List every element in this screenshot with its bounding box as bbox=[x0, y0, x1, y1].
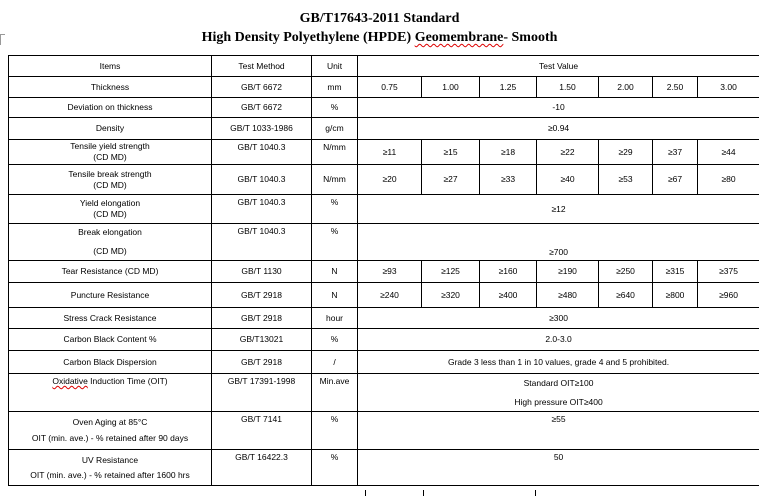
item-line: OIT (min. ave.) - % retained after 90 days bbox=[31, 433, 189, 443]
row-method: GB/T 1040.3 bbox=[212, 195, 312, 224]
table-row bbox=[9, 308, 759, 329]
row-method: GB/T 1040.3 bbox=[212, 140, 312, 165]
value-cell: ≥22 bbox=[537, 140, 599, 165]
row-unit: N/mm bbox=[312, 140, 358, 165]
row-item: Density bbox=[9, 118, 212, 140]
row-method: GB/T 6672 bbox=[212, 77, 312, 98]
value-cell: 3.00 bbox=[698, 77, 759, 98]
row-unit: mm bbox=[312, 77, 358, 98]
value-cell: ≥700 bbox=[358, 224, 759, 261]
value-cell: ≥33 bbox=[480, 165, 537, 195]
value-cell: -10 bbox=[358, 98, 759, 118]
value-cell: ≥240 bbox=[358, 283, 422, 308]
table-row bbox=[9, 224, 759, 261]
item-word: Oxidative bbox=[52, 376, 88, 386]
item-line: Oven Aging at 85°C bbox=[72, 417, 148, 427]
row-method: GB/T 2918 bbox=[212, 351, 312, 374]
table-stub-line bbox=[423, 490, 424, 496]
table-row bbox=[9, 450, 759, 486]
row-item: Thickness bbox=[9, 77, 212, 98]
row-unit: N bbox=[312, 283, 358, 308]
row-method: GB/T 1130 bbox=[212, 261, 312, 283]
table-row bbox=[9, 351, 759, 374]
item-line: (CD MD) bbox=[93, 246, 127, 256]
row-unit: N/mm bbox=[312, 165, 358, 195]
item-line: OIT (min. ave.) - % retained after 1600 hrs bbox=[30, 469, 190, 480]
value-cell: ≥29 bbox=[599, 140, 653, 165]
subtitle-part-b: Geomembrane bbox=[414, 30, 504, 45]
value-cell: ≥27 bbox=[422, 165, 480, 195]
value-cell: ≥93 bbox=[358, 261, 422, 283]
row-unit: hour bbox=[312, 308, 358, 329]
row-item: Tear Resistance (CD MD) bbox=[9, 261, 212, 283]
value-cell: ≥960 bbox=[698, 283, 759, 308]
row-unit: / bbox=[312, 351, 358, 374]
table-row bbox=[9, 118, 759, 140]
item-line: Break elongation bbox=[78, 227, 142, 237]
value-cell: 1.00 bbox=[422, 77, 480, 98]
value-cell: ≥250 bbox=[599, 261, 653, 283]
row-unit: % bbox=[312, 195, 358, 224]
value-cell: ≥315 bbox=[653, 261, 698, 283]
value-cell: ≥190 bbox=[537, 261, 599, 283]
value-line: Standard OIT≥100 bbox=[523, 377, 594, 388]
table-row bbox=[9, 195, 759, 224]
header-value: Test Value bbox=[358, 56, 759, 77]
value-cell: ≥11 bbox=[358, 140, 422, 165]
row-method: GB/T13021 bbox=[212, 329, 312, 351]
header-row bbox=[9, 56, 759, 77]
table-stub-line bbox=[535, 490, 536, 496]
value-cell: ≥20 bbox=[358, 165, 422, 195]
value-cell: ≥44 bbox=[698, 140, 759, 165]
table-row bbox=[9, 412, 759, 450]
row-item bbox=[9, 195, 212, 224]
item-line: (CD MD) bbox=[93, 179, 127, 190]
value-cell: 2.50 bbox=[653, 77, 698, 98]
row-method: GB/T 6672 bbox=[212, 98, 312, 118]
header-unit: Unit bbox=[312, 56, 358, 77]
item-line: Yield elongation bbox=[79, 198, 141, 208]
row-method: GB/T 2918 bbox=[212, 308, 312, 329]
value-cell: ≥400 bbox=[480, 283, 537, 308]
document-subtitle bbox=[0, 30, 759, 46]
value-cell: ≥375 bbox=[698, 261, 759, 283]
row-method: GB/T 1040.3 bbox=[212, 224, 312, 261]
row-unit: % bbox=[312, 329, 358, 351]
value-cell: 50 bbox=[358, 450, 759, 486]
value-cell: ≥640 bbox=[599, 283, 653, 308]
table-row bbox=[9, 261, 759, 283]
row-item: Puncture Resistance bbox=[9, 283, 212, 308]
document-title: GB/T17643-2011 Standard bbox=[299, 11, 460, 26]
value-cell: ≥800 bbox=[653, 283, 698, 308]
value-cell: ≥12 bbox=[358, 195, 759, 224]
row-unit: % bbox=[312, 412, 358, 450]
subtitle-part-a: High Density Polyethylene (HPDE) bbox=[201, 30, 415, 45]
item-rest: Induction Time (OIT) bbox=[87, 376, 168, 386]
value-cell: 1.50 bbox=[537, 77, 599, 98]
value-cell: 2.0-3.0 bbox=[358, 329, 759, 351]
subtitle-part-c: - Smooth bbox=[503, 30, 558, 45]
value-cell: ≥300 bbox=[358, 308, 759, 329]
row-unit: % bbox=[312, 224, 358, 261]
value-cell: ≥80 bbox=[698, 165, 759, 195]
table-row bbox=[9, 329, 759, 351]
table-row bbox=[9, 165, 759, 195]
value-cell: ≥37 bbox=[653, 140, 698, 165]
table-row bbox=[9, 374, 759, 412]
row-item bbox=[9, 412, 212, 450]
spec-table bbox=[8, 55, 759, 486]
row-item: Stress Crack Resistance bbox=[9, 308, 212, 329]
value-cell: 0.75 bbox=[358, 77, 422, 98]
value-cell: 2.00 bbox=[599, 77, 653, 98]
row-method: GB/T 1033-1986 bbox=[212, 118, 312, 140]
table-row bbox=[9, 77, 759, 98]
row-item: Deviation on thickness bbox=[9, 98, 212, 118]
item-line: Tensile yield strength bbox=[70, 141, 150, 151]
value-cell: ≥480 bbox=[537, 283, 599, 308]
value-cell: ≥55 bbox=[358, 412, 759, 450]
row-item bbox=[9, 140, 212, 165]
row-unit: Min.ave bbox=[312, 374, 358, 412]
item-line: (CD MD) bbox=[93, 152, 127, 162]
row-method: GB/T 16422.3 bbox=[212, 450, 312, 486]
row-method: GB/T 1040.3 bbox=[212, 165, 312, 195]
table-stub-line bbox=[365, 490, 366, 496]
value-cell: ≥53 bbox=[599, 165, 653, 195]
value-cell bbox=[358, 374, 759, 412]
table-row bbox=[9, 98, 759, 118]
row-item: Carbon Black Dispersion bbox=[9, 351, 212, 374]
header-items: Items bbox=[9, 56, 212, 77]
value-cell: ≥320 bbox=[422, 283, 480, 308]
table-row bbox=[9, 283, 759, 308]
item-line: (CD MD) bbox=[93, 209, 127, 219]
value-cell: ≥160 bbox=[480, 261, 537, 283]
row-item: Carbon Black Content % bbox=[9, 329, 212, 351]
table-row bbox=[9, 140, 759, 165]
item-line: Tensile break strength bbox=[68, 168, 152, 179]
row-method: GB/T 2918 bbox=[212, 283, 312, 308]
header-method: Test Method bbox=[212, 56, 312, 77]
row-item bbox=[9, 165, 212, 195]
value-cell: ≥125 bbox=[422, 261, 480, 283]
row-item bbox=[9, 224, 212, 261]
row-unit: % bbox=[312, 98, 358, 118]
row-item bbox=[9, 374, 212, 412]
row-method: GB/T 7141 bbox=[212, 412, 312, 450]
value-line: High pressure OIT≥400 bbox=[514, 396, 603, 407]
row-item bbox=[9, 450, 212, 486]
row-unit: g/cm bbox=[312, 118, 358, 140]
value-cell: Grade 3 less than 1 in 10 values, grade 4 and 5 prohibited. bbox=[358, 351, 759, 374]
value-cell: ≥18 bbox=[480, 140, 537, 165]
row-unit: N bbox=[312, 261, 358, 283]
value-cell: 1.25 bbox=[480, 77, 537, 98]
value-cell: ≥15 bbox=[422, 140, 480, 165]
row-method: GB/T 17391-1998 bbox=[212, 374, 312, 412]
value-cell: ≥0.94 bbox=[358, 118, 759, 140]
row-unit: % bbox=[312, 450, 358, 486]
value-cell: ≥67 bbox=[653, 165, 698, 195]
item-line: UV Resistance bbox=[81, 454, 139, 465]
value-cell: ≥40 bbox=[537, 165, 599, 195]
